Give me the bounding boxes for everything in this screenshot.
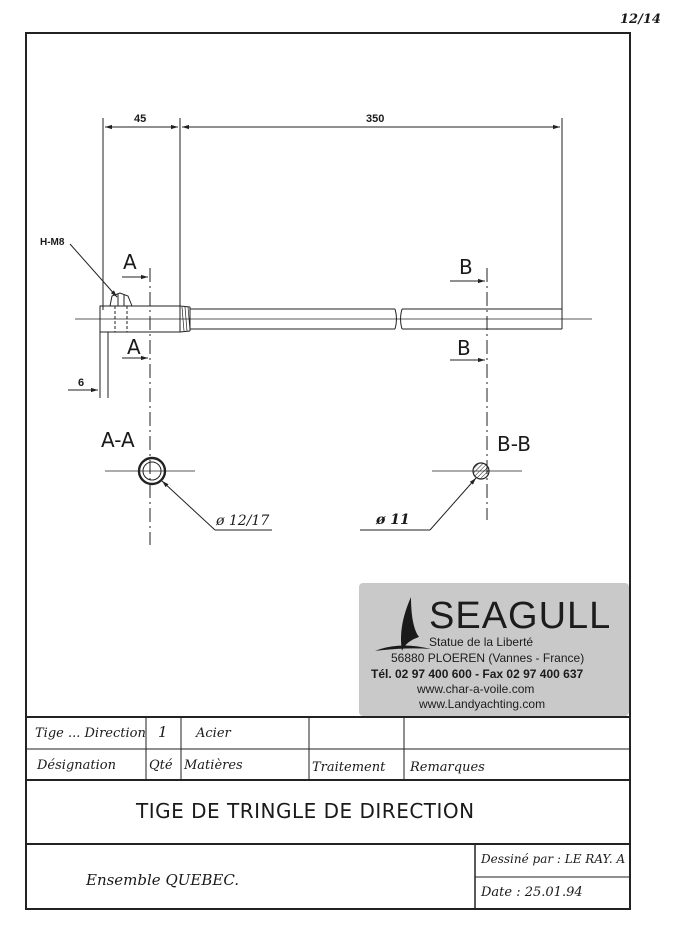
header-material: Matières (184, 758, 243, 773)
header-remarks: Remarques (410, 760, 485, 775)
header-quantity: Qté (149, 758, 173, 773)
section-b-bottom-label: B (457, 336, 471, 360)
part-quantity-value: 1 (158, 723, 168, 741)
thread-leader (70, 244, 117, 297)
company-address-2: 56880 PLOEREN (Vannes - France) (391, 651, 585, 665)
section-b-top-label: B (459, 255, 473, 279)
header-designation: Désignation (37, 758, 116, 773)
sheet-number: 12/14 (620, 12, 661, 27)
section-a-line (122, 268, 150, 545)
dimension-45: 45 (134, 113, 147, 125)
company-website-2: www.Landyachting.com (419, 697, 546, 711)
drawn-by: Dessiné par : LE RAY. A (481, 852, 626, 866)
diameter-rod-label: ø 11 (376, 512, 410, 528)
top-dimensions (103, 118, 562, 310)
diameter-tube-label: ø 12/17 (216, 513, 270, 529)
section-a-bottom-label: A (127, 335, 141, 359)
part-designation-value: Tige ... Direction (35, 726, 146, 741)
rod-body (100, 293, 562, 332)
dim-6 (68, 332, 108, 398)
assembly-name: Ensemble QUEBEC. (86, 871, 240, 889)
section-bb-label: B-B (497, 432, 531, 456)
header-treatment: Traitement (312, 760, 386, 775)
company-website-1: www.char-a-voile.com (417, 682, 535, 696)
company-phone: Tél. 02 97 400 600 - Fax 02 97 400 637 (371, 667, 584, 681)
section-aa-label: A-A (101, 428, 135, 452)
section-b-line (450, 268, 487, 520)
drawing-title: TIGE DE TRINGLE DE DIRECTION (136, 799, 475, 823)
dimension-6: 6 (78, 377, 85, 389)
thread-label: H-M8 (40, 237, 65, 248)
drawing-date: Date : 25.01.94 (481, 885, 583, 900)
company-brand: SEAGULL (429, 595, 612, 637)
company-logo-card (359, 583, 629, 716)
company-address-1: Statue de la Liberté (429, 635, 534, 649)
dimension-350: 350 (366, 113, 385, 125)
section-a-top-label: A (123, 250, 137, 274)
part-material-value: Acier (196, 726, 231, 741)
